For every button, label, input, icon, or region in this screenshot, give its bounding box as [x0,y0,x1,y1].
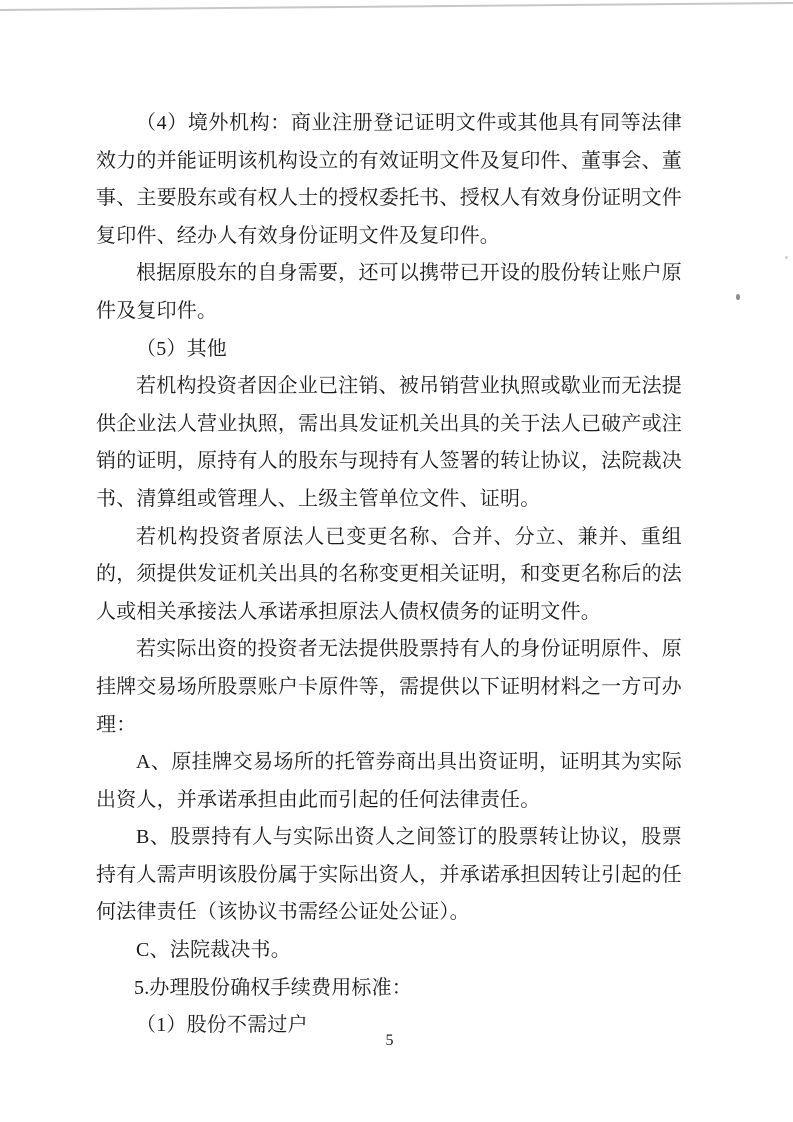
paragraph-original-shareholder-note: 根据原股东的自身需要，还可以携带已开设的股份转让账户原件及复印件。 [96,262,682,322]
document-body [96,105,682,1045]
item-c-court-ruling: C、法院裁决书。 [136,939,291,962]
item-b-transfer-agreement: B、股票持有人与实际出资人之间签订的股票转让协议，股票持有人需声明该股份属于实际出资人，并承诺承担因转让引起的任何法律责任（该协议书需经公证处公证）。 [96,826,682,924]
item-a-custodian-broker-proof: A、原挂牌交易场所的托管券商出具出资证明，证明其为实际出资人，并承诺承担由此而引起的任何法律责任。 [96,751,682,811]
paragraph-overseas-institution: （4）境外机构：商业注册登记证明文件或其他具有同等法律效力的并能证明该机构设立的有效证明文件及复印件、董事会、董事、主要股东或有权人士的授权委托书、授权人有效身份证明文件复印件、经办人有效身份证明文件及复印件。 [96,112,682,247]
page-number: 5 [385,1032,394,1049]
scan-speck [736,294,740,300]
scan-artifact-line [0,2,793,11]
scan-speck [785,256,788,259]
paragraph-renamed-legal-person: 若机构投资者原法人已变更名称、合并、分立、兼并、重组的，须提供发证机关出具的名称变更相关证明，和变更名称后的法人或相关承接法人承诺承担原法人债权债务的证明文件。 [96,525,682,623]
heading-shares-no-transfer: （1）股份不需过户 [136,1014,308,1037]
paragraph-deregistered-enterprise: 若机构投资者因企业已注销、被吊销营业执照或歇业而无法提供企业法人营业执照，需出具发证机关出具的关于法人已破产或注销的证明，原持有人的股东与现持有人签署的转让协议，法院裁决书、清算组或管理人、上级主管单位文件、证明。 [96,375,682,510]
paragraph-actual-investor-requirements: 若实际出资的投资者无法提供股票持有人的身份证明原件、原挂牌交易场所股票账户卡原件等，需提供以下证明材料之一方可办理： [96,638,682,736]
heading-fee-standard: 5.办理股份确权手续费用标准： [134,976,412,999]
heading-item-5-other: （5）其他 [136,337,227,360]
